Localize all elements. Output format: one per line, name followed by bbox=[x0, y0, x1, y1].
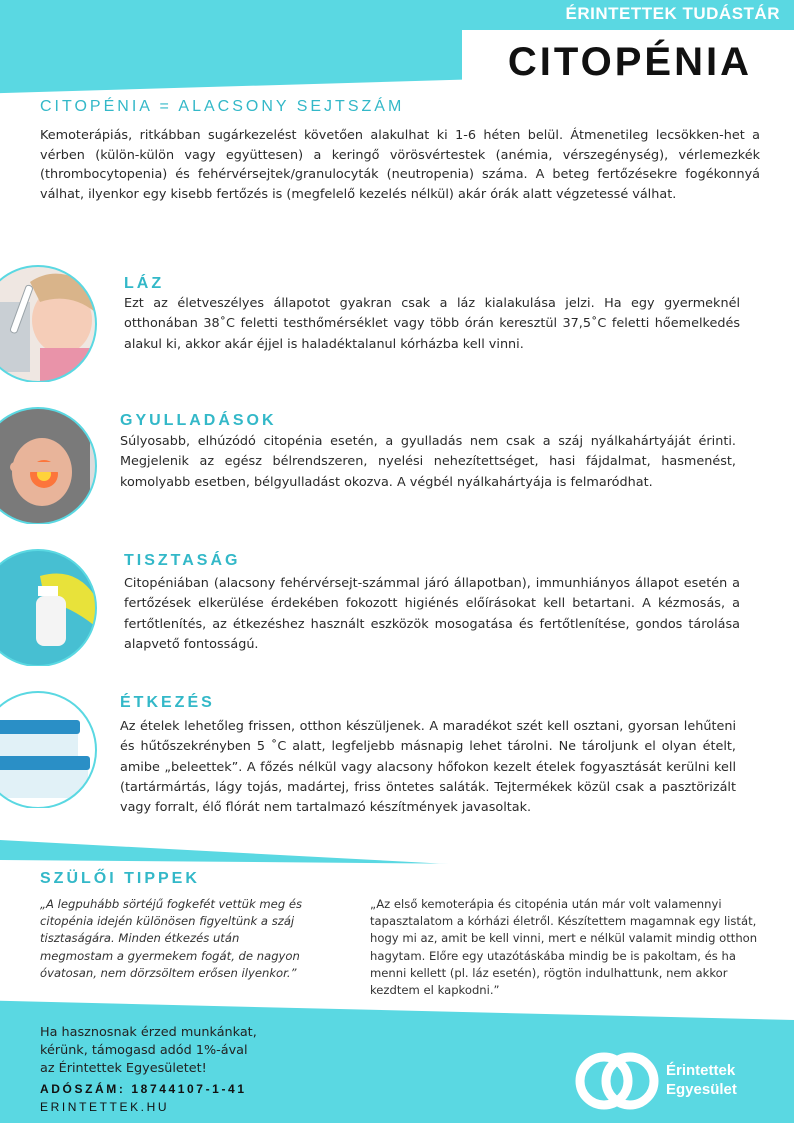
inflamed-belly-photo bbox=[0, 404, 100, 524]
page-subtitle: CITOPÉNIA = ALACSONY SEJTSZÁM bbox=[40, 98, 405, 115]
page-title: CITOPÉNIA bbox=[507, 40, 752, 84]
section-title-fever: LÁZ bbox=[124, 275, 165, 292]
parent-quote-right: „Az első kemoterápia és citopénia után már volt valamennyi tapasztalatom a kórházi életről. Készítettem magamnak egy listát, hogy mi az, amit be kell vinni, mert e nélkül valamit mindig otthon hagytam. Előre egy utazótáskába mindig be is pakoltam, és ha menni kellett (pl. láz esetén), rögtön indulhattunk, nem akkor kezdtem el kapkodni.” bbox=[370, 897, 758, 998]
cleaning-spray-photo bbox=[0, 546, 100, 666]
support-line-2: kérünk, támogasd adód 1%-ával bbox=[40, 1043, 248, 1058]
logo-text bbox=[666, 1061, 737, 1099]
interlocked-rings-icon bbox=[574, 1045, 660, 1115]
section-body-inflammation: Súlyosabb, elhúzódó citopénia esetén, a gyulladás nem csak a száj nyálkahártyáját érinti. Megjelenik az egész bélrendszeren, nyelési nehezítettséget, hasi fájdalmat, hasmenést, komolyabb esetben, bélgyulladást okozva. A végbél nyálkahártyája is felmaródhat. bbox=[120, 434, 736, 490]
intro-paragraph: Kemoterápiás, ritkábban sugárkezelést követően alakulhat ki 1-6 héten belül. Átmenetileg lecsökken-het a vérben (külön-külön vagy együttesen) a keringő vörösvértestek (anémia, vérszegénység), vérlemezkék (thrombocytopenia) és fehérvérsejtek/granulocyták (neutropenia) száma. A beteg fertőzésekre fogékonnyá válhat, ilyenkor egy kisebb fertőzés is (megfelelő kezelés nélkül) akár órák alatt végzetessé válhat. bbox=[40, 128, 760, 202]
organization-logo bbox=[574, 1045, 774, 1115]
section-title-eating: ÉTKEZÉS bbox=[120, 694, 215, 711]
tax-id: ADÓSZÁM: 18744107-1-41 bbox=[40, 1082, 247, 1096]
logo-line-2: Egyesület bbox=[666, 1081, 737, 1098]
section-body-hygiene: Citopéniában (alacsony fehérvérsejt-számmal járó állapotban), immunhiányos állapot esetén a fertőzések elkerülése érdekében fokozott higiénés előírásokat kell betartani. A kézmosás, a fertőtlenítés, az étkezéshez használt eszközök mosogatása és fertőtlenítése, gondos tárolása alapvető fontosságú. bbox=[124, 576, 740, 652]
thermometer-child-photo bbox=[0, 262, 100, 382]
support-message bbox=[40, 1024, 280, 1078]
logo-line-1: Érintettek bbox=[666, 1062, 736, 1079]
food-container-photo bbox=[0, 688, 100, 808]
parent-quote-left: „A legpuhább sörtéjű fogkefét vettük meg és citopénia idején különösen figyeltünk a száj tisztaságára. Minden étkezés után megmostam a gyermekem fogát, de nagyon óvatosan, nem dörzsöltem erősen ilyenkor.” bbox=[40, 897, 303, 980]
tips-title: SZÜLŐI TIPPEK bbox=[40, 870, 200, 887]
section-title-hygiene: TISZTASÁG bbox=[124, 552, 241, 569]
website-link[interactable]: ERINTETTEK.HU bbox=[40, 1100, 170, 1114]
support-line-1: Ha hasznosnak érzed munkánkat, bbox=[40, 1025, 257, 1040]
section-title-inflammation: GYULLADÁSOK bbox=[120, 412, 277, 429]
support-line-3: az Érintettek Egyesületet! bbox=[40, 1061, 207, 1076]
section-body-eating: Az ételek lehetőleg frissen, otthon készüljenek. A maradékot szét kell osztani, gyorsan lehűteni és hűtőszekrényben 5 ˚C alatt, legfeljebb másnapig lehet tárolni. Ne tároljunk el olyan ételt, amibe „beleettek”. A főzés nélkül vagy alacsony hőfokon kezelt ételek fogyasztását kerülni kell (tartármártás, lágy tojás, madártej, friss öntetes saláták. Tejtermékek közül csak a pasztörizált vagy forralt, élő flórát nem tartalmazó készítmények javasoltak. bbox=[120, 719, 736, 816]
series-tag: ÉRINTETTEK TUDÁSTÁR bbox=[565, 4, 780, 23]
section-body-fever: Ezt az életveszélyes állapotot gyakran csak a láz kialakulása jelzi. Ha egy gyermeknél otthonában 38˚C feletti testhőmérséklet vagy több órán keresztül 37,5˚C feletti hőemelkedés alakul ki, akkor akár éjjel is haladéktalanul kórházba kell vinni. bbox=[124, 296, 740, 352]
